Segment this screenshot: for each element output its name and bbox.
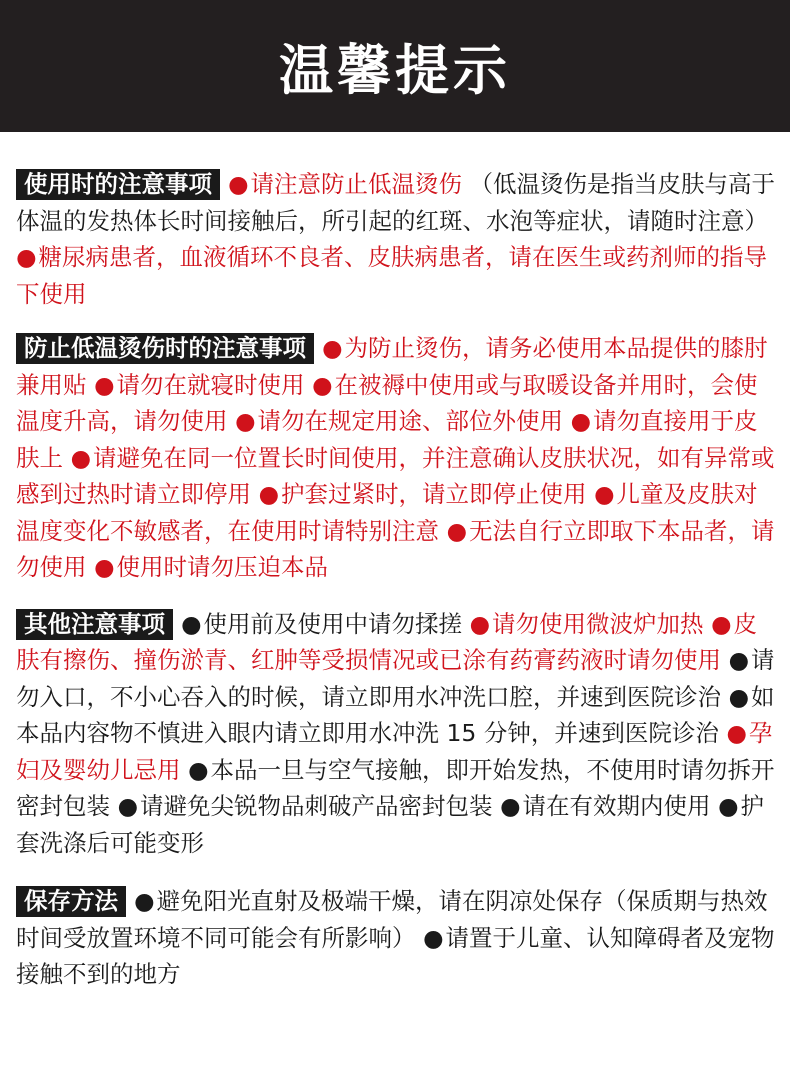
section-items — [16, 334, 775, 581]
bullet-icon: ● — [593, 480, 615, 508]
notice-item-text: 护套过紧时，请立即停止使用 — [281, 480, 587, 508]
bullet-icon: ● — [117, 792, 138, 820]
section-storage — [16, 883, 776, 993]
bullet-icon: ● — [728, 682, 749, 711]
header-banner — [0, 0, 790, 132]
notice-item-text: 无法自行立即取下本品者，请勿使用 — [16, 516, 775, 581]
notice-item-text: 如本品内容物不慎进入眼内请立即用水冲洗 15 分钟，并速到医院诊治 — [16, 682, 775, 747]
notice-content — [0, 132, 790, 993]
bullet-icon: ● — [422, 923, 444, 952]
notice-item-text: 请置于儿童、认知障碍者及宠物接触不到的地方 — [16, 923, 775, 988]
bullet-icon: ● — [93, 553, 115, 581]
page-title: 温馨提示 — [279, 37, 511, 102]
notice-item-text: 使用时请勿压迫本品 — [116, 553, 328, 581]
notice-item-text: 避免阳光直射及极端干燥，请在阴凉处保存（保质期与热效时间受放置环境不同可能会有所影响） — [16, 887, 768, 952]
bullet-icon: ● — [134, 887, 155, 915]
notice-item-text: 在被褥中使用或与取暖设备并用时，会使温度升高，请勿使用 — [16, 370, 758, 435]
notice-item-text: 请避免尖锐物品刺破产品密封包装 — [140, 792, 493, 820]
bullet-icon: ● — [228, 170, 249, 198]
notice-item-text: 护套洗涤后可能变形 — [16, 792, 764, 857]
notice-item-text: 儿童及皮肤对温度变化不敏感者，在使用时请特别注意 — [16, 480, 758, 545]
bullet-icon: ● — [93, 370, 115, 399]
bullet-icon: ● — [311, 370, 333, 399]
notice-item-text: （低温烫伤是指当皮肤与高于体温的发热体长时间接触后，所引起的红斑、水泡等症状，请随时注意） — [16, 170, 775, 235]
notice-item-text: 请注意防止低温烫伤 — [250, 170, 463, 198]
section-items — [16, 887, 775, 988]
section-other-notes — [16, 606, 776, 862]
notice-item — [94, 371, 305, 399]
section-usage-notes — [16, 166, 776, 312]
notice-item-text: 糖尿病患者，血液循环不良者、皮肤病患者，请在医生或药剂师的指导下使用 — [16, 243, 768, 308]
bullet-icon: ● — [499, 792, 521, 820]
notice-item-text: 孕妇及婴幼儿忌用 — [16, 719, 773, 784]
notice-item-text: 请勿在规定用途、部位外使用 — [257, 407, 563, 435]
section-title: 防止低温烫伤时的注意事项 — [16, 333, 314, 364]
notice-item-text: 本品一旦与空气接触，即开始发热，不使用时请勿拆开密封包装 — [16, 755, 775, 820]
notice-item-text: 皮肤有擦伤、撞伤淤青、红肿等受损情况或已涂有药膏药液时请勿使用 — [16, 609, 758, 674]
bullet-icon: ● — [322, 334, 343, 362]
bullet-icon: ● — [234, 407, 256, 435]
section-title: 使用时的注意事项 — [16, 169, 220, 200]
section-title: 其他注意事项 — [16, 609, 173, 640]
bullet-icon: ● — [16, 243, 37, 271]
bullet-icon: ● — [717, 792, 739, 820]
notice-item-text: 请勿直接用于皮肤上 — [16, 407, 758, 472]
notice-item-text: 使用前及使用中请勿揉搓 — [203, 609, 463, 638]
bullet-icon: ● — [181, 609, 202, 638]
bullet-icon: ● — [726, 719, 747, 747]
bullet-icon: ● — [187, 755, 209, 784]
section-title: 保存方法 — [16, 886, 126, 917]
notice-item — [181, 610, 462, 638]
bullet-icon: ● — [446, 516, 467, 545]
notice-item — [117, 792, 492, 820]
bullet-icon: ● — [70, 443, 91, 472]
notice-item-text: 请勿使用微波炉加热 — [492, 609, 704, 638]
notice-item-text: 请避免在同一位置长时间使用，并注意确认皮肤状况，如有异常或感到过热时请立即停用 — [16, 443, 775, 508]
bullet-icon: ● — [728, 646, 749, 674]
section-items — [16, 610, 775, 857]
notice-item — [16, 243, 767, 308]
notice-item — [94, 553, 328, 581]
bullet-icon: ● — [570, 407, 591, 435]
section-burn-prevention — [16, 330, 776, 586]
bullet-icon: ● — [258, 480, 279, 508]
notice-item — [500, 792, 711, 820]
notice-item-text: 请勿入口，不小心吞入的时候，请立即用水冲洗口腔，并速到医院诊治 — [16, 646, 775, 711]
notice-item-text: 请在有效期内使用 — [522, 792, 711, 820]
notice-item-text: 为防止烫伤，请务必使用本品提供的膝肘兼用贴 — [16, 334, 768, 399]
notice-item — [470, 610, 704, 638]
bullet-icon: ● — [711, 609, 732, 638]
notice-item — [235, 407, 563, 435]
bullet-icon: ● — [469, 609, 491, 638]
notice-item — [228, 170, 462, 198]
notice-item-text: 请勿在就寝时使用 — [116, 370, 305, 399]
notice-item — [258, 480, 586, 508]
